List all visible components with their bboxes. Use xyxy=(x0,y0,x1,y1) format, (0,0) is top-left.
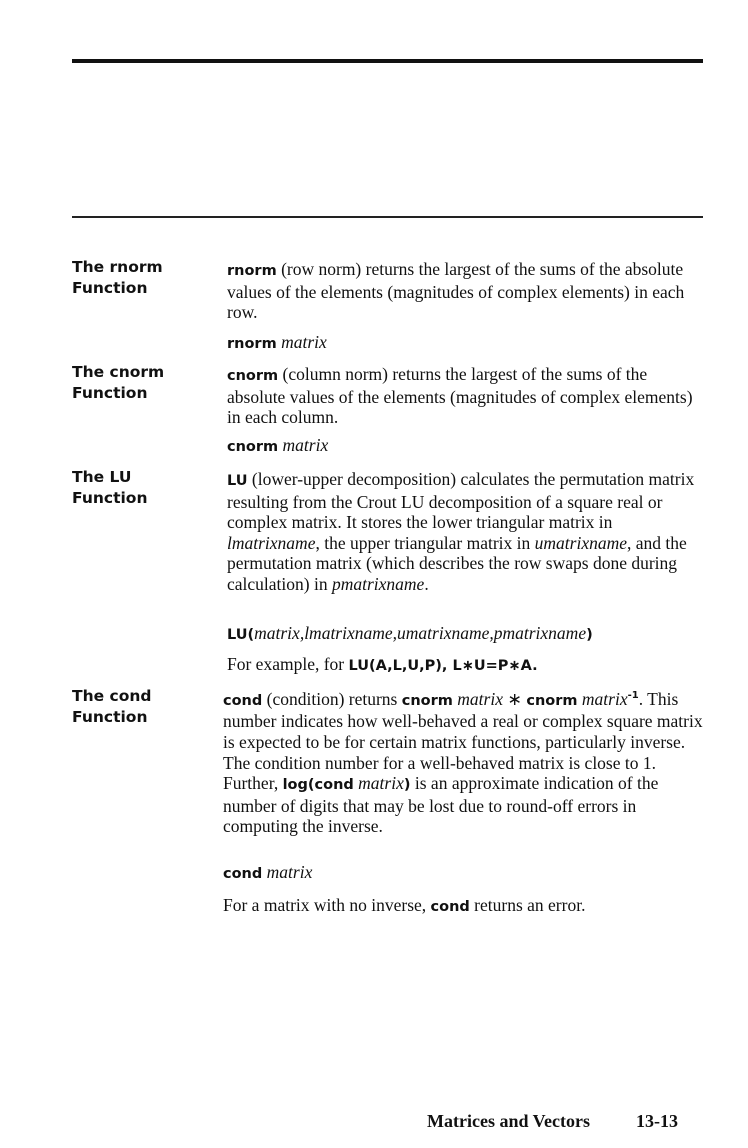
syntax-line xyxy=(227,332,707,355)
section-heading: The cond Function xyxy=(72,687,152,726)
description: cond (condition) returns cnorm matrix ∗ cnorm matrix$^{-1}$. This number indicates how well-behaved a real or complex square matrix is expected to be for certain matrix functions, particularly inverse. The condition number for a well-behaved matrix is close to 1. Further, log(cond matrix) is an approximate indication of the number of digits that may be lost due to round-off errors in computing the inverse. xyxy=(223,688,703,837)
section-heading: The rnorm Function xyxy=(72,258,163,297)
umatrixname: umatrixname xyxy=(534,532,627,553)
section-heading: The cnorm Function xyxy=(72,363,165,402)
keyword: rnorm xyxy=(227,263,277,279)
footer-page-number: 13-13 xyxy=(636,1111,678,1131)
example-call: LU(A,L,U,P) xyxy=(348,658,442,674)
lmatrixname: lmatrixname xyxy=(227,532,316,553)
section-heading: The LU Function xyxy=(72,468,148,507)
keyword: LU( xyxy=(227,627,255,643)
argument: matrix xyxy=(266,862,313,882)
top-rule-thick xyxy=(72,59,703,63)
syntax-line xyxy=(227,435,707,458)
note-line: For a matrix with no inverse, cond returns an error. xyxy=(223,895,586,915)
pmatrixname: pmatrixname xyxy=(331,573,425,594)
arguments: matrix,lmatrixname,umatrixname,pmatrixname xyxy=(254,623,587,643)
keyword: cnorm xyxy=(227,368,279,384)
keyword: cond xyxy=(223,692,263,709)
argument: matrix xyxy=(282,435,329,455)
description: cnorm (column norm) returns the largest of the sums of the absolute values of the elements (magnitudes of complex elements) in each column. xyxy=(227,364,693,428)
superscript: -1 xyxy=(627,690,639,701)
description: LU (lower-upper decomposition) calculates the permutation matrix resulting from the Crout LU decomposition of a square real or complex matrix. It stores the lower triangular matrix in lmatrixname, the upper triangular matrix in umatrixname, and the permutation matrix (which describes the row swaps done during calculation) in pmatrixname. xyxy=(227,469,695,594)
argument: matrix xyxy=(281,332,327,352)
keyword: rnorm xyxy=(227,336,277,352)
syntax-line xyxy=(223,862,703,885)
keyword: cnorm xyxy=(227,439,279,455)
example-equation: L∗U=P∗A xyxy=(452,658,533,674)
keyword: cond xyxy=(223,866,263,882)
keyword: LU xyxy=(227,473,248,489)
syntax-line: LU(matrix,lmatrixname,umatrixname,pmatrixname) xyxy=(227,623,593,643)
top-rule-thin xyxy=(72,216,703,218)
description: rnorm (row norm) returns the largest of the sums of the absolute values of the elements (magnitudes of complex elements) in each row. xyxy=(227,259,685,323)
footer-chapter: Matrices and Vectors xyxy=(427,1111,590,1131)
example-line: For example, for LU(A,L,U,P), L∗U=P∗A. xyxy=(227,654,538,674)
